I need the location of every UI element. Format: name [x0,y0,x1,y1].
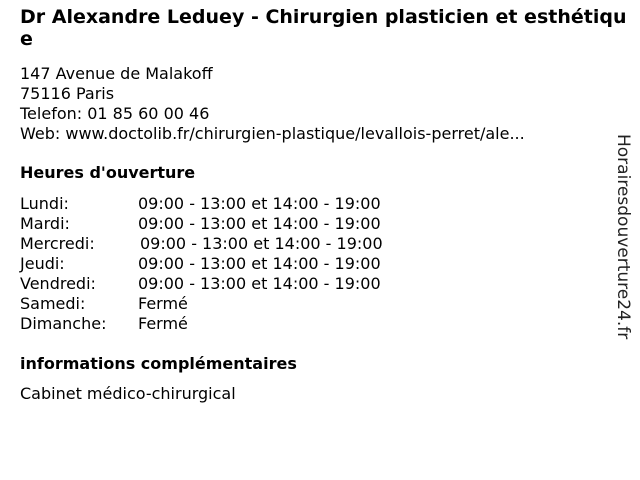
day-label: Mercredi: [20,234,95,253]
day-hours: 09:00 - 13:00 et 14:00 - 19:00 [138,274,381,293]
day-hours: 09:00 - 13:00 et 14:00 - 19:00 [138,254,381,273]
day-label: Dimanche: [20,314,107,333]
hours-row-lundi [20,194,440,214]
hours-row-vendredi [20,274,440,294]
hours-row-jeudi [20,254,440,274]
day-label: Lundi: [20,194,69,213]
address-street: 147 Avenue de Malakoff [20,64,213,83]
site-watermark [612,134,634,346]
day-hours: 09:00 - 13:00 et 14:00 - 19:00 [140,234,383,253]
phone-number: Telefon: 01 85 60 00 46 [20,104,210,123]
hours-row-samedi [20,294,440,314]
website-link[interactable]: Web: www.doctolib.fr/chirurgien-plastique/levallois-perret/ale... [20,124,525,143]
day-hours: 09:00 - 13:00 et 14:00 - 19:00 [138,194,381,213]
day-label: Mardi: [20,214,70,233]
day-hours: 09:00 - 13:00 et 14:00 - 19:00 [138,214,381,233]
opening-hours-heading: Heures d'ouverture [20,163,196,182]
hours-row-mercredi [20,234,440,254]
day-label: Vendredi: [20,274,96,293]
day-label: Samedi: [20,294,86,313]
contact-block [20,64,525,144]
practice-title: Dr Alexandre Leduey - Chirurgien plasticien et esthétique [20,6,627,50]
watermark-text: Horairesdouverture24.fr [613,134,633,340]
additional-info-heading: informations complémentaires [20,354,297,373]
address-city: 75116 Paris [20,84,115,103]
hours-row-dimanche [20,314,440,334]
day-label: Jeudi: [20,254,65,273]
day-hours: Fermé [138,294,188,313]
opening-hours-table [20,194,440,334]
additional-info-text: Cabinet médico-chirurgical [20,384,236,403]
hours-row-mardi [20,214,440,234]
day-hours: Fermé [138,314,188,333]
